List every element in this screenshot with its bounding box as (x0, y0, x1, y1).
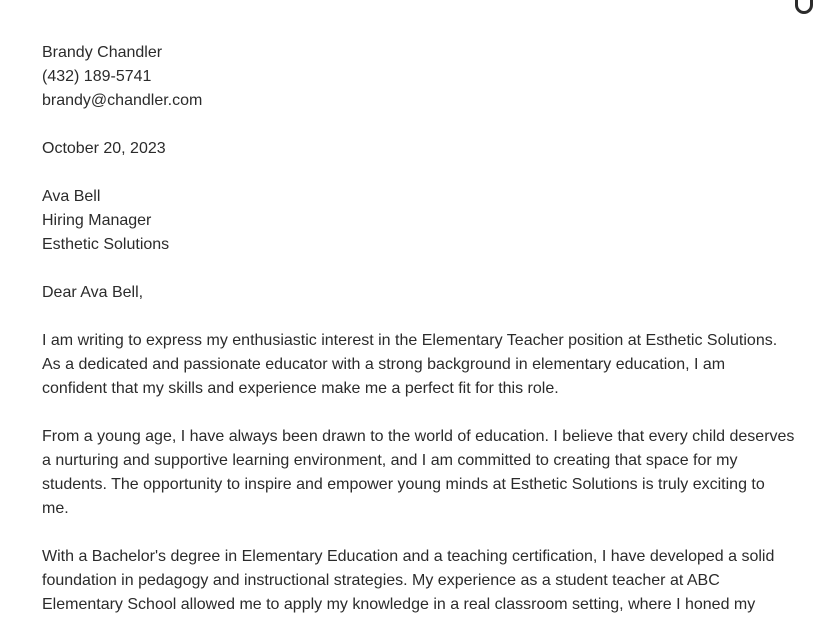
sender-block (42, 41, 802, 113)
paragraph-line: With a Bachelor's degree in Elementary Education and a teaching certification, I have developed a solid (42, 548, 775, 565)
recipient-title: Hiring Manager (42, 212, 152, 229)
recipient-name: Ava Bell (42, 188, 101, 205)
date-block (42, 137, 802, 161)
sender-phone: (432) 189-5741 (42, 68, 152, 85)
paragraph-line: a nurturing and supportive learning environment, and I am committed to creating that space for my (42, 452, 738, 469)
paragraph-intro (42, 329, 802, 401)
clip-icon (795, 0, 813, 14)
paragraph-line: From a young age, I have always been drawn to the world of education. I believe that every child deserves (42, 428, 795, 445)
paragraph-line: Elementary School allowed me to apply my knowledge in a real classroom setting, where I honed my (42, 596, 756, 613)
salutation-block (42, 281, 802, 305)
paragraph-qualifications (42, 545, 802, 617)
sender-email: brandy@chandler.com (42, 92, 203, 109)
sender-name: Brandy Chandler (42, 44, 163, 61)
letter-date: October 20, 2023 (42, 140, 166, 157)
paragraph-line: I am writing to express my enthusiastic interest in the Elementary Teacher position at Esthetic Solutions. (42, 332, 778, 349)
paragraph-line: me. (42, 500, 69, 517)
paragraph-motivation (42, 425, 802, 521)
cover-letter (42, 41, 802, 641)
recipient-block (42, 185, 802, 257)
salutation: Dear Ava Bell, (42, 284, 144, 301)
recipient-company: Esthetic Solutions (42, 236, 170, 253)
paragraph-line: students. The opportunity to inspire and empower young minds at Esthetic Solutions is truly exciting to (42, 476, 765, 493)
paragraph-line: As a dedicated and passionate educator with a strong background in elementary education, I am (42, 356, 726, 373)
paragraph-line: confident that my skills and experience make me a perfect fit for this role. (42, 380, 559, 397)
paragraph-line: foundation in pedagogy and instructional strategies. My experience as a student teacher at ABC (42, 572, 720, 589)
